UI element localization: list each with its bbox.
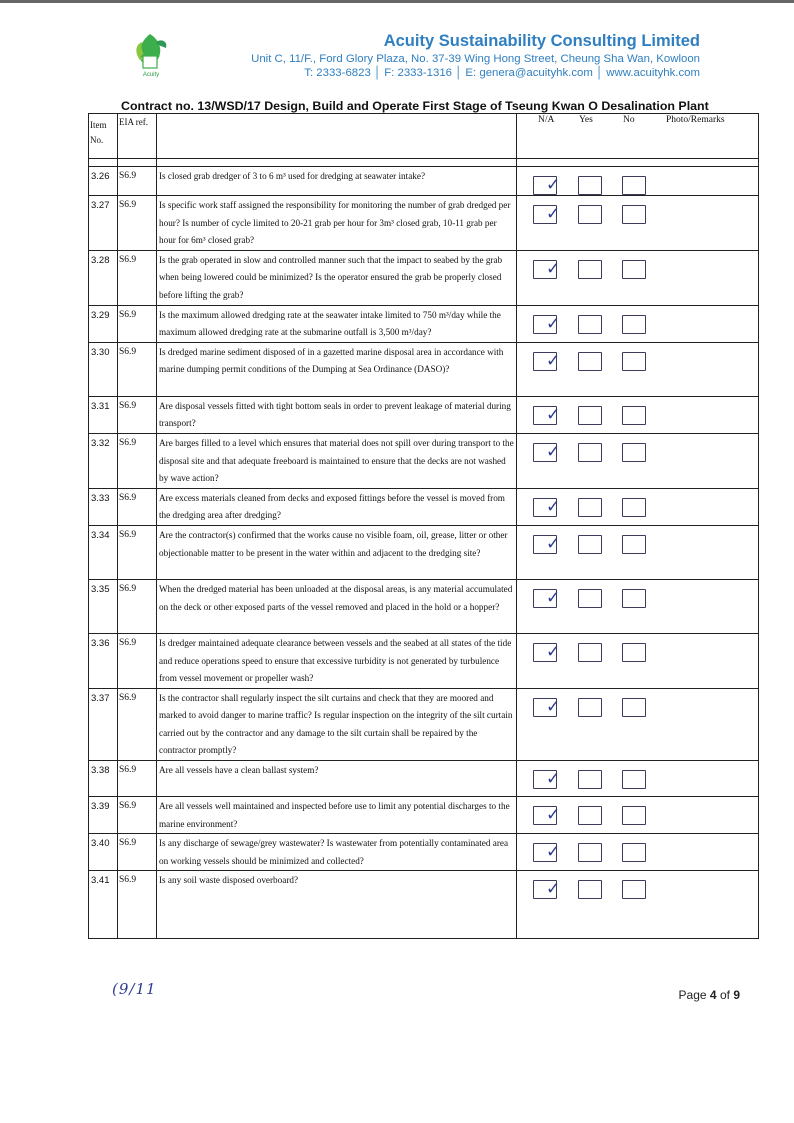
- na-checkbox[interactable]: [533, 204, 561, 224]
- header-question: [157, 114, 517, 159]
- eia-reference: S6.9: [118, 305, 157, 342]
- na-checkbox[interactable]: [533, 496, 561, 517]
- table-row: [89, 761, 759, 797]
- response-cell: [517, 250, 759, 305]
- no-checkbox[interactable]: [622, 535, 646, 554]
- item-number: 3.36: [89, 633, 118, 688]
- no-checkbox[interactable]: [622, 770, 646, 789]
- header-eia-ref: EIA ref.: [118, 114, 157, 159]
- na-checkbox[interactable]: [533, 313, 561, 334]
- item-number: 3.34: [89, 525, 118, 579]
- yes-checkbox[interactable]: [578, 443, 602, 462]
- no-checkbox[interactable]: [622, 260, 646, 279]
- header-no: No: [623, 115, 635, 125]
- yes-checkbox[interactable]: [578, 589, 602, 608]
- page-current: 4: [709, 988, 717, 1002]
- yes-checkbox[interactable]: [578, 176, 602, 195]
- company-address: Unit C, 11/F., Ford Glory Plaza, No. 37-39 Wing Hong Street, Cheung Sha Wan, Kowloon: [251, 53, 700, 65]
- checkmark-icon: ✓: [546, 696, 561, 717]
- table-row: [89, 797, 759, 834]
- table-row: [89, 633, 759, 688]
- eia-reference: S6.9: [118, 433, 157, 488]
- table-row: [89, 688, 759, 760]
- na-checkbox[interactable]: [533, 404, 561, 425]
- no-checkbox[interactable]: [622, 406, 646, 425]
- no-checkbox[interactable]: [622, 498, 646, 517]
- table-row: [89, 579, 759, 633]
- no-checkbox[interactable]: [622, 352, 646, 371]
- no-checkbox[interactable]: [622, 880, 646, 899]
- yes-checkbox[interactable]: [578, 260, 602, 279]
- table-row: [89, 196, 759, 251]
- table-row: [89, 834, 759, 871]
- na-checkbox[interactable]: [533, 879, 561, 900]
- table-row: [89, 871, 759, 939]
- no-checkbox[interactable]: [622, 806, 646, 825]
- response-cell: [517, 579, 759, 633]
- eia-reference: S6.9: [118, 342, 157, 396]
- yes-checkbox[interactable]: [578, 698, 602, 717]
- checklist-question: Is the contractor shall regularly inspect the silt curtains and check that they are moored and marked to avoid danger to marine traffic? Is regular inspection on the integrity of the silt curtain carried out by the contractor and any damage to the silt curtain shall be repaired by the contractor promptly?: [157, 688, 517, 760]
- item-number: 3.37: [89, 688, 118, 760]
- response-cell: [517, 196, 759, 251]
- no-checkbox[interactable]: [622, 315, 646, 334]
- no-checkbox[interactable]: [622, 205, 646, 224]
- item-number: 3.31: [89, 396, 118, 433]
- checkmark-icon: ✓: [546, 350, 561, 371]
- checkmark-icon: ✓: [546, 805, 561, 826]
- response-cell: [517, 688, 759, 760]
- response-cell: [517, 167, 759, 196]
- checklist-question: Are all vessels have a clean ballast system?: [157, 761, 517, 797]
- checklist-question: When the dredged material has been unloaded at the disposal areas, is any material accumulated on the deck or other exposed parts of the vessel removed and placed in the hold or a hopper?: [157, 579, 517, 633]
- company-contact: T: 2333-6823 │ F: 2333-1316 │ E: genera@acuityhk.com │ www.acuityhk.com: [304, 67, 700, 79]
- table-row: [89, 433, 759, 488]
- checklist-question: Is dredger maintained adequate clearance between vessels and the seabed at all states of the tide and reduce operations speed to ensure that excessive turbidity is not generated by turbulence from vessel movement or propeller wash?: [157, 633, 517, 688]
- checkmark-icon: ✓: [546, 258, 561, 279]
- eia-reference: S6.9: [118, 167, 157, 196]
- na-checkbox[interactable]: [533, 441, 561, 462]
- yes-checkbox[interactable]: [578, 498, 602, 517]
- no-checkbox[interactable]: [622, 176, 646, 195]
- item-number: 3.39: [89, 797, 118, 834]
- top-border-line: [0, 0, 794, 3]
- checkmark-icon: ✓: [546, 842, 561, 863]
- yes-checkbox[interactable]: [578, 806, 602, 825]
- page-of: of: [719, 988, 730, 1002]
- response-cell: [517, 871, 759, 939]
- no-checkbox[interactable]: [622, 643, 646, 662]
- response-cell: [517, 834, 759, 871]
- yes-checkbox[interactable]: [578, 843, 602, 862]
- header-remarks: Photo/Remarks: [666, 115, 725, 125]
- item-number: 3.38: [89, 761, 118, 797]
- checklist-question: Is any soil waste disposed overboard?: [157, 871, 517, 939]
- item-number: 3.29: [89, 305, 118, 342]
- eia-reference: S6.9: [118, 871, 157, 939]
- no-checkbox[interactable]: [622, 843, 646, 862]
- item-number: 3.40: [89, 834, 118, 871]
- na-checkbox[interactable]: [533, 533, 561, 554]
- header-response: [517, 114, 759, 159]
- response-cell: [517, 305, 759, 342]
- checklist-question: Are the contractor(s) confirmed that the works cause no visible foam, oil, grease, litter or other objectionable matter to be present in the water within and adjacent to the dredging site?: [157, 525, 517, 579]
- response-cell: [517, 761, 759, 797]
- checklist-question: Is any discharge of sewage/grey wastewater? Is wastewater from potentially contaminated area on working vessels should be minimized and collected?: [157, 834, 517, 871]
- eia-reference: S6.9: [118, 250, 157, 305]
- checkmark-icon: ✓: [546, 533, 561, 554]
- eia-reference: S6.9: [118, 396, 157, 433]
- eia-reference: S6.9: [118, 196, 157, 251]
- checklist-question: Is specific work staff assigned the responsibility for monitoring the number of grab dredged per hour? Is number of cycle limited to 20-21 grab per hour for 3m³ closed grab, 10-11 grab per hour for 6m³ closed grab?: [157, 196, 517, 251]
- checklist-question: Is closed grab dredger of 3 to 6 m³ used for dredging at seawater intake?: [157, 167, 517, 196]
- checkmark-icon: ✓: [546, 769, 561, 790]
- item-number: 3.30: [89, 342, 118, 396]
- yes-checkbox[interactable]: [578, 352, 602, 371]
- checkmark-icon: ✓: [546, 879, 561, 900]
- na-checkbox[interactable]: [533, 805, 561, 826]
- table-row: [89, 305, 759, 342]
- no-checkbox[interactable]: [622, 589, 646, 608]
- response-cell: [517, 488, 759, 525]
- page-number: [679, 988, 740, 1002]
- item-number: 3.41: [89, 871, 118, 939]
- yes-checkbox[interactable]: [578, 205, 602, 224]
- eia-reference: S6.9: [118, 688, 157, 760]
- na-checkbox[interactable]: [533, 696, 561, 717]
- checklist-question: Is the grab operated in slow and controlled manner such that the impact to seabed by the grab when being lowered could be minimized? Is the operator ensured the grab be properly closed before lifting the grab?: [157, 250, 517, 305]
- response-cell: [517, 797, 759, 834]
- yes-checkbox[interactable]: [578, 770, 602, 789]
- page-total: 9: [733, 988, 740, 1002]
- checkmark-icon: ✓: [546, 496, 561, 517]
- yes-checkbox[interactable]: [578, 535, 602, 554]
- checklist-body: [89, 159, 759, 939]
- yes-checkbox[interactable]: [578, 406, 602, 425]
- eia-reference: S6.9: [118, 761, 157, 797]
- eia-reference: S6.9: [118, 525, 157, 579]
- contract-title: Contract no. 13/WSD/17 Design, Build and Operate First Stage of Tseung Kwan O Desalination Plant: [121, 99, 709, 113]
- item-number: 3.33: [89, 488, 118, 525]
- eia-reference: S6.9: [118, 797, 157, 834]
- na-checkbox[interactable]: [533, 769, 561, 790]
- yes-checkbox[interactable]: [578, 880, 602, 899]
- page-prefix: Page: [678, 988, 707, 1002]
- checklist-question: Are barges filled to a level which ensures that material does not spill over during transport to the disposal site and that adequate freeboard is maintained to ensure that the decks are not washed by wave action?: [157, 433, 517, 488]
- table-row: [89, 396, 759, 433]
- na-checkbox[interactable]: [533, 175, 561, 195]
- item-number: 3.32: [89, 433, 118, 488]
- checklist-question: Is dredged marine sediment disposed of in a gazetted marine disposal area in accordance with marine dumping permit conditions of the Dumping at Sea Ordinance (DASO)?: [157, 342, 517, 396]
- checkmark-icon: ✓: [546, 587, 561, 608]
- item-number: 3.27: [89, 196, 118, 251]
- yes-checkbox[interactable]: [578, 643, 602, 662]
- checklist-table: [88, 113, 759, 939]
- item-number: 3.26: [89, 167, 118, 196]
- checkmark-icon: ✓: [546, 641, 561, 662]
- no-checkbox[interactable]: [622, 698, 646, 717]
- checklist-question: Is the maximum allowed dredging rate at the seawater intake limited to 750 m³/day while the maximum allowed dredging rate at the submarine outfall is 3,500 m³/day?: [157, 305, 517, 342]
- table-row: [89, 488, 759, 525]
- response-cell: [517, 433, 759, 488]
- eia-reference: S6.9: [118, 579, 157, 633]
- company-name: Acuity Sustainability Consulting Limited: [383, 32, 700, 50]
- checkmark-icon: ✓: [546, 204, 561, 224]
- signature-initials: (9/11: [112, 980, 157, 998]
- eia-reference: S6.9: [118, 488, 157, 525]
- header-item-no: [89, 114, 118, 159]
- na-checkbox[interactable]: [533, 842, 561, 863]
- no-checkbox[interactable]: [622, 443, 646, 462]
- table-row: [89, 167, 759, 196]
- checkmark-icon: ✓: [546, 441, 561, 462]
- table-row: [89, 342, 759, 396]
- table-row: [89, 525, 759, 579]
- na-checkbox[interactable]: [533, 641, 561, 662]
- header-yes: Yes: [579, 115, 593, 125]
- logo-caption: Acuity: [142, 72, 160, 78]
- checklist-question: Are excess materials cleaned from decks and exposed fittings before the vessel is moved from the dredging area after dredging?: [157, 488, 517, 525]
- item-number: 3.28: [89, 250, 118, 305]
- header-item-label: Item: [90, 120, 107, 130]
- header-gap-row: [89, 159, 759, 167]
- table-row: [89, 250, 759, 305]
- na-checkbox[interactable]: [533, 587, 561, 608]
- header-no-label: No.: [90, 135, 104, 145]
- response-cell: [517, 342, 759, 396]
- header-na: N/A: [538, 115, 555, 125]
- na-checkbox[interactable]: [533, 350, 561, 371]
- eia-reference: S6.9: [118, 834, 157, 871]
- checklist-question: Are all vessels well maintained and inspected before use to limit any potential discharges to the marine environment?: [157, 797, 517, 834]
- response-cell: [517, 396, 759, 433]
- response-cell: [517, 633, 759, 688]
- na-checkbox[interactable]: [533, 258, 561, 279]
- response-cell: [517, 525, 759, 579]
- checklist-question: Are disposal vessels fitted with tight bottom seals in order to prevent leakage of material during transport?: [157, 396, 517, 433]
- checkmark-icon: ✓: [546, 313, 561, 334]
- checkmark-icon: ✓: [546, 404, 561, 425]
- item-number: 3.35: [89, 579, 118, 633]
- yes-checkbox[interactable]: [578, 315, 602, 334]
- eia-reference: S6.9: [118, 633, 157, 688]
- checkmark-icon: ✓: [546, 175, 561, 195]
- table-header-row: [89, 114, 759, 159]
